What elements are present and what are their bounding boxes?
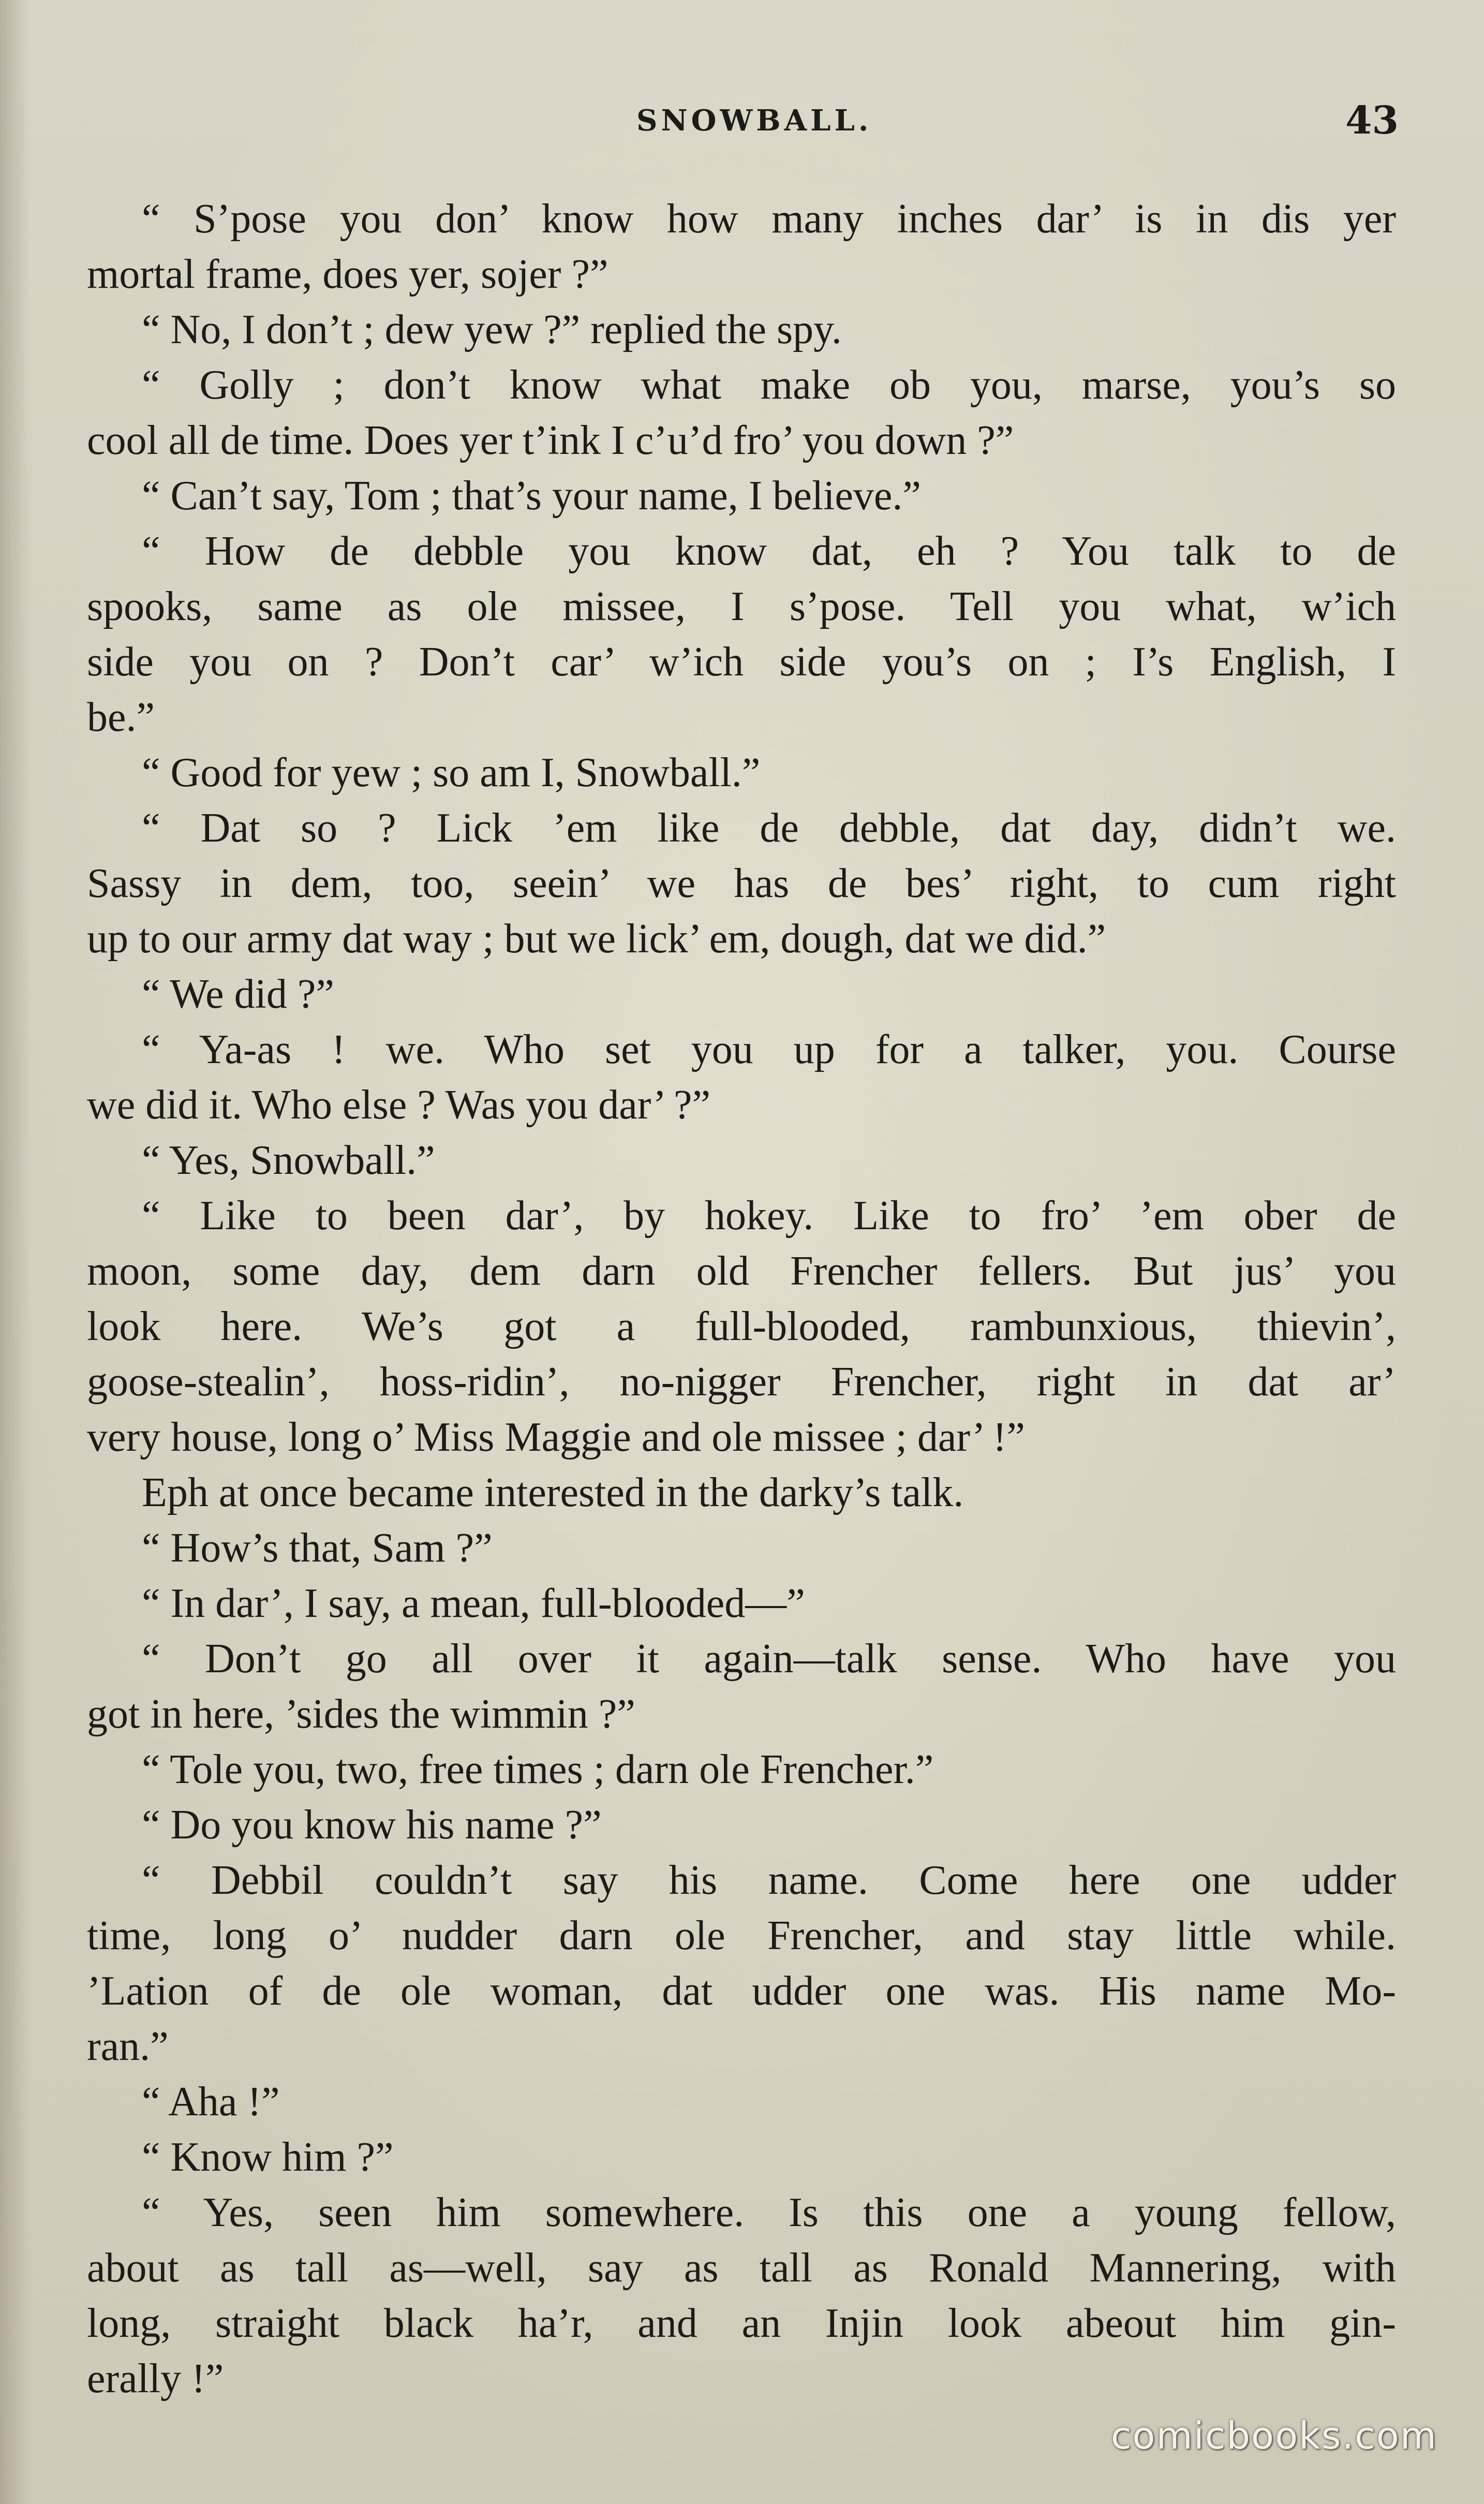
text-line: ’Lation of de ole woman, dat udder one was. His name Mo- — [87, 1968, 1396, 2014]
text-line: we did it. Who else ? Was you dar’ ?” — [87, 1082, 711, 1128]
text-line: “ S’pose you don’ know how many inches dar’ is in dis yer — [142, 196, 1396, 242]
text-line: about as tall as—well, say as tall as Ronald Mannering, with — [87, 2245, 1396, 2291]
text-line: be.” — [87, 695, 155, 740]
running-head — [0, 98, 1484, 145]
text-line: Sassy in dem, too, seein’ we has de bes’ right, to cum right — [87, 861, 1396, 906]
text-line: “ Yes, Snowball.” — [142, 1138, 435, 1183]
text-line: “ Know him ?” — [142, 2134, 394, 2180]
running-title: SNOWBALL. — [636, 104, 872, 138]
page-number: 43 — [1345, 98, 1399, 143]
text-line: “ How de debble you know dat, eh ? You talk to de — [142, 528, 1396, 574]
text-line: “ Debbil couldn’t say his name. Come here one udder — [142, 1858, 1396, 1903]
text-line: “ Do you know his name ?” — [142, 1802, 602, 1848]
text-line: “ In dar’, I say, a mean, full-blooded—” — [142, 1581, 805, 1626]
text-line: look here. We’s got a full-blooded, rambunxious, thievin’, — [87, 1304, 1396, 1349]
text-line: “ Yes, seen him somewhere. Is this one a young fellow, — [142, 2190, 1396, 2235]
body-text — [87, 192, 1396, 2407]
text-line: “ Don’t go all over it again—talk sense. Who have you — [142, 1636, 1396, 1682]
watermark: comicbooks.com — [1110, 2414, 1437, 2457]
text-line: side you on ? Don’t car’ w’ich side you’s on ; I’s English, I — [87, 639, 1396, 685]
text-line: spooks, same as ole missee, I s’pose. Tell you what, w’ich — [87, 584, 1396, 629]
text-line: “ Ya-as ! we. Who set you up for a talker, you. Course — [142, 1027, 1396, 1072]
text-line: cool all de time. Does yer t’ink I c’u’d fro’ you down ?” — [87, 418, 1014, 463]
text-line: “ No, I don’t ; dew yew ?” replied the spy. — [142, 307, 842, 352]
text-line: “ Golly ; don’t know what make ob you, marse, you’s so — [142, 362, 1396, 408]
text-line: got in here, ’sides the wimmin ?” — [87, 1691, 635, 1737]
text-line: long, straight black ha’r, and an Injin look abeout him gin- — [87, 2301, 1396, 2346]
text-line: “ We did ?” — [142, 971, 334, 1017]
text-line: Eph at once became interested in the darky’s talk. — [142, 1470, 964, 1515]
text-line: “ How’s that, Sam ?” — [142, 1525, 493, 1571]
text-line: “ Aha !” — [142, 2079, 280, 2125]
text-line: “ Tole you, two, free times ; darn ole Frencher.” — [142, 1747, 934, 1792]
text-line: erally !” — [87, 2356, 224, 2402]
text-line: “ Like to been dar’, by hokey. Like to fro’ ’em ober de — [142, 1193, 1396, 1239]
page-gutter-shadow — [0, 0, 31, 2504]
text-line: moon, some day, dem darn old Frencher fellers. But jus’ you — [87, 1248, 1396, 1294]
text-line: up to our army dat way ; but we lick’ em, dough, dat we did.” — [87, 916, 1106, 962]
text-line: “ Dat so ? Lick ’em like de debble, dat day, didn’t we. — [142, 805, 1396, 851]
text-line: very house, long o’ Miss Maggie and ole missee ; dar’ !” — [87, 1415, 1025, 1460]
text-line: mortal frame, does yer, sojer ?” — [87, 252, 609, 297]
text-line: ran.” — [87, 2024, 169, 2069]
text-line: goose-stealin’, hoss-ridin’, no-nigger Frencher, right in dat ar’ — [87, 1359, 1396, 1405]
text-line: time, long o’ nudder darn ole Frencher, and stay little while. — [87, 1913, 1396, 1958]
text-line: “ Good for yew ; so am I, Snowball.” — [142, 750, 761, 796]
text-line: “ Can’t say, Tom ; that’s your name, I believe.” — [142, 473, 921, 519]
